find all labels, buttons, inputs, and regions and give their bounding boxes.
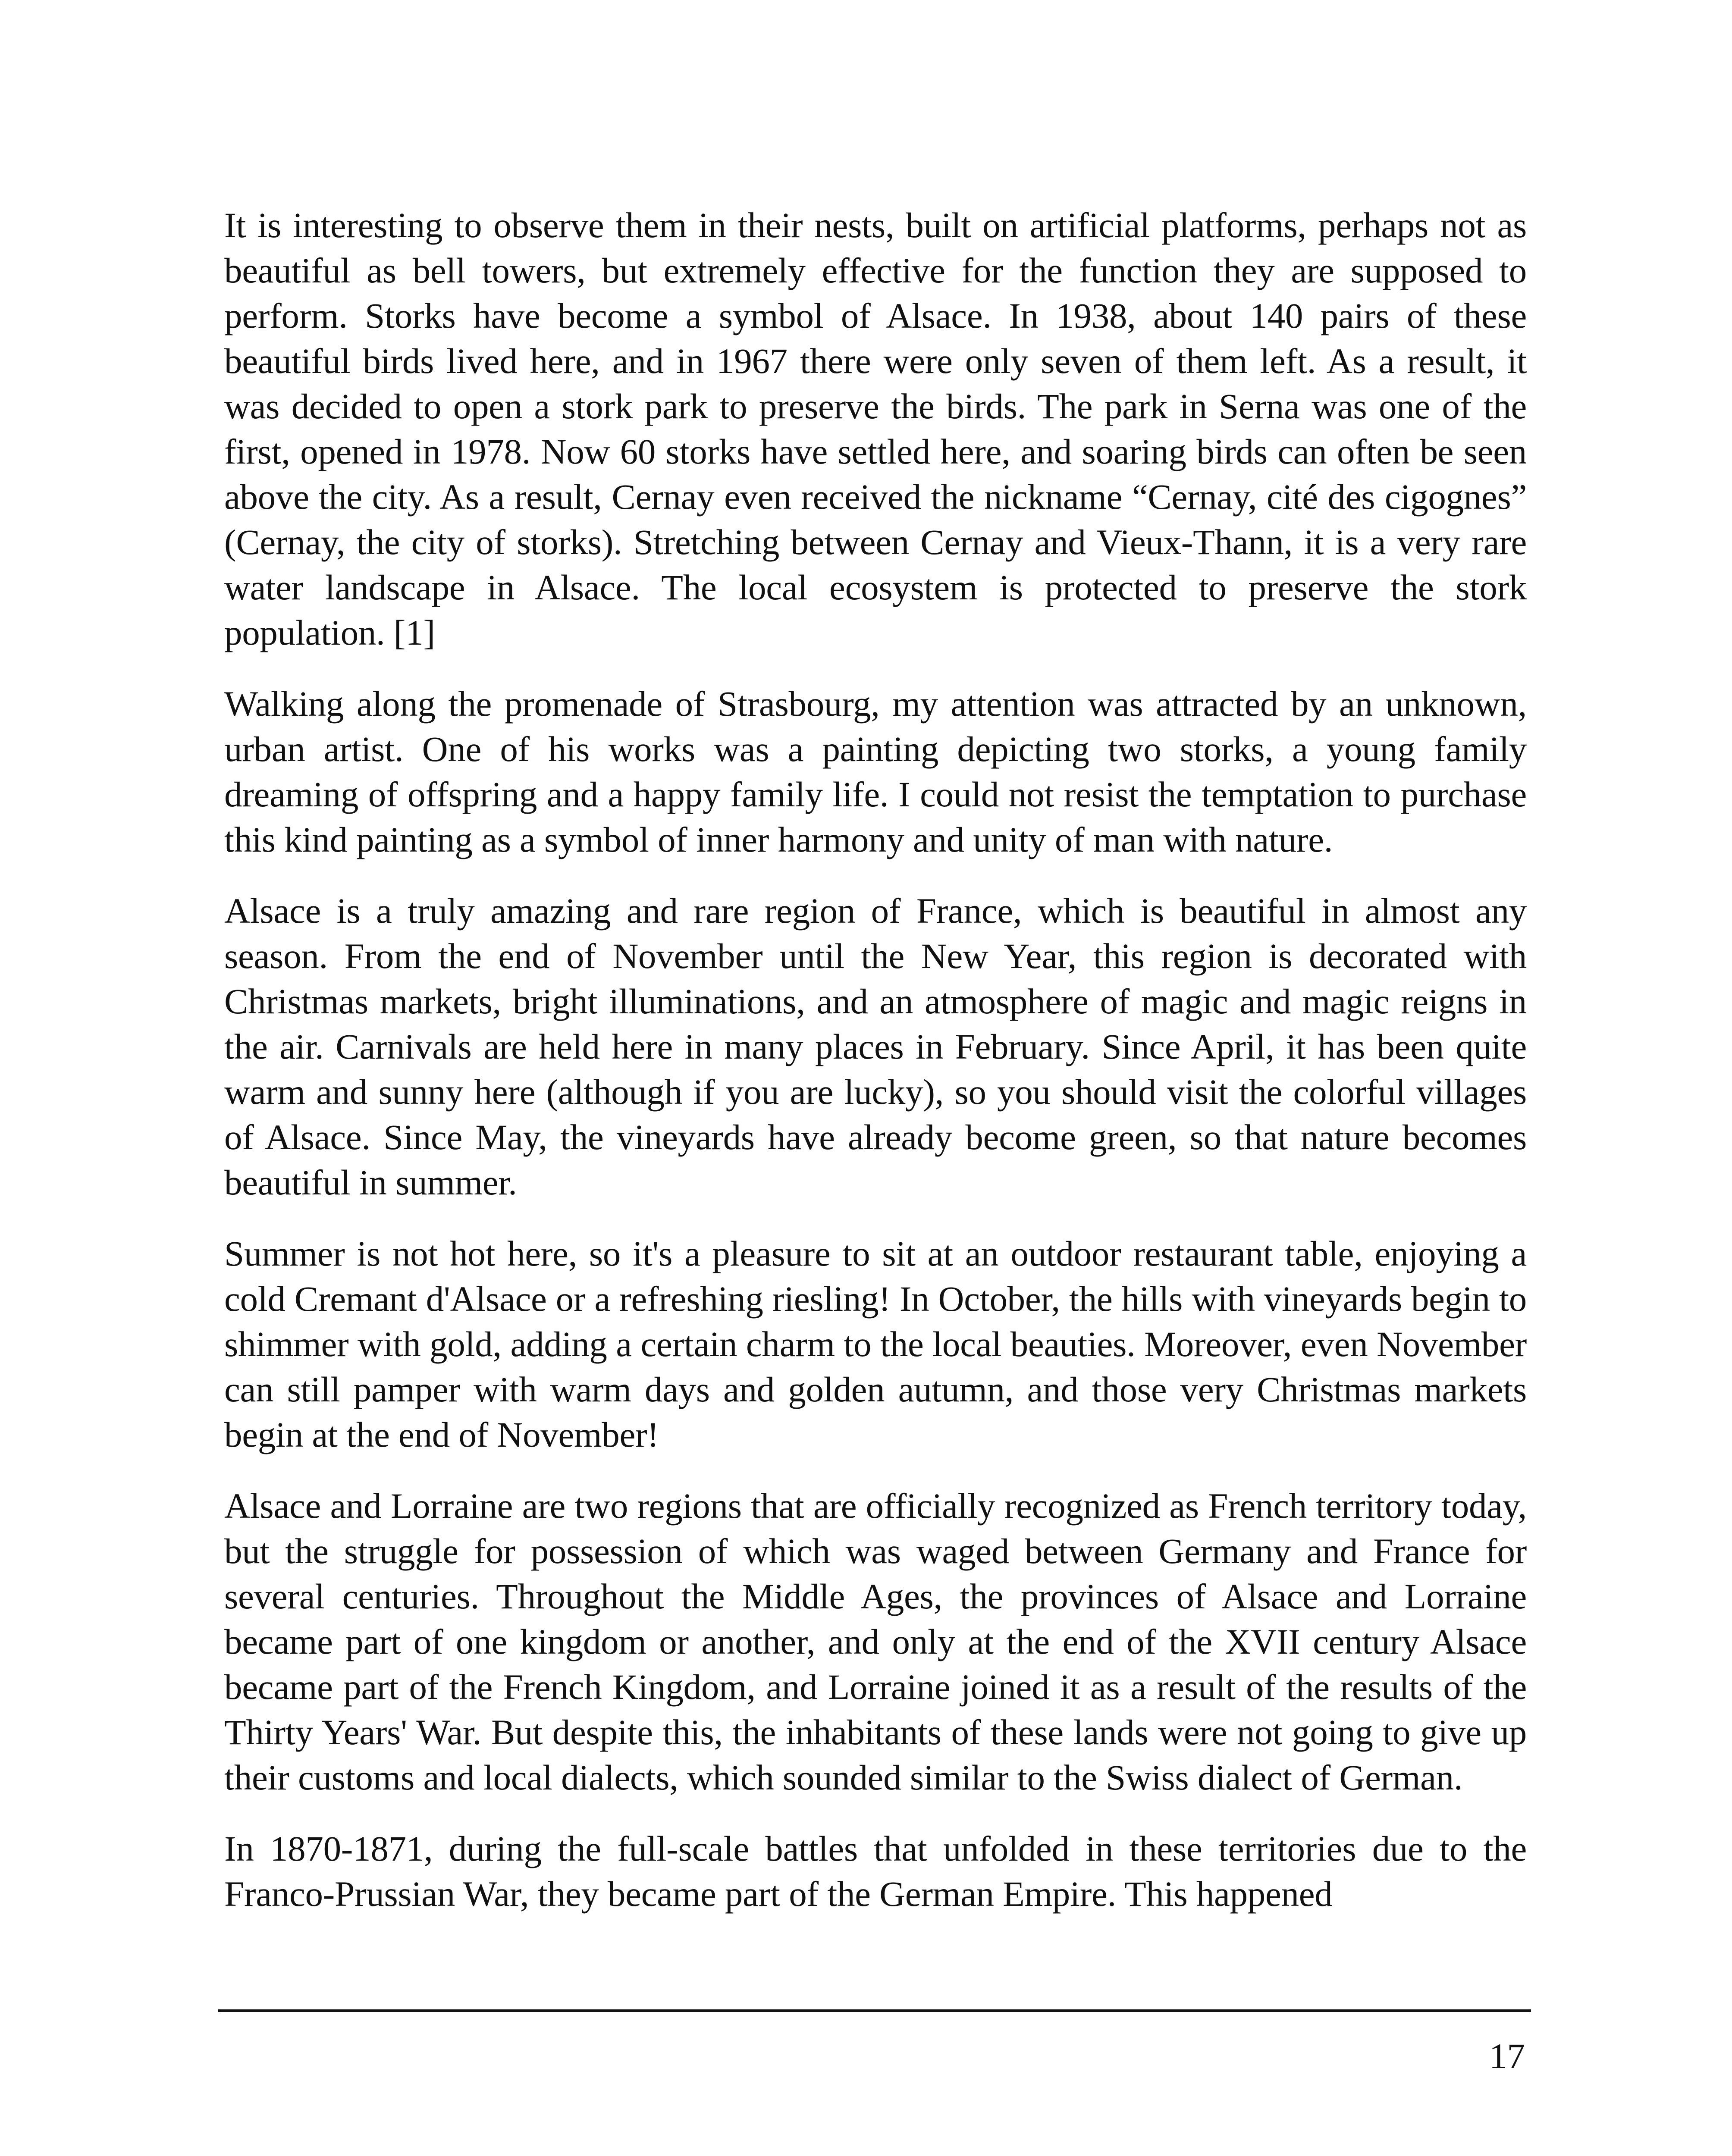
paragraph-summer-autumn: Summer is not hot here, so it's a pleasure to sit at an outdoor restaurant table, enjoying a cold Cremant d'Alsace or a refreshing riesling! In October, the hills with vineyards begin to shimmer with gold, adding a certain charm to the local beauties. Moreover, even November can still pamper with warm days and golden autumn, and those very Christmas markets begin at the end of November! <box>224 1234 1527 1454</box>
body-text <box>224 203 1527 1943</box>
footer-divider <box>218 2009 1531 2012</box>
paragraph-strasbourg-artist: Walking along the promenade of Strasbourg, my attention was attracted by an unknown, urban artist. One of his works was a painting depicting two storks, a young family dreaming of offspring and a happy family life. I could not resist the temptation to purchase this kind painting as a symbol of inner harmony and unity of man with nature. <box>224 684 1527 859</box>
page-number: 17 <box>1489 2036 1525 2076</box>
paragraph-storks-nests: It is interesting to observe them in their nests, built on artificial platforms, perhaps not as beautiful as bell towers, but extremely effective for the function they are supposed to perform. Storks have become a symbol of Alsace. In 1938, about 140 pairs of these beautiful birds lived here, and in 1967 there were only seven of them left. As a result, it was decided to open a stork park to preserve the birds. The park in Serna was one of the first, opened in 1978. Now 60 storks have settled here, and soaring birds can often be seen above the city. As a result, Cernay even received the nickname “Cernay, cité des cigognes” (Cernay, the city of storks). Stretching between Cernay and Vieux-Thann, it is a very rare water landscape in Alsace. The local ecosystem is protected to preserve the stork population. [1] <box>224 205 1527 652</box>
paragraph-alsace-lorraine-history: Alsace and Lorraine are two regions that are officially recognized as French territory today, but the struggle for possession of which was waged between Germany and France for several centuries. Throughout the Middle Ages, the provinces of Alsace and Lorraine became part of one kingdom or another, and only at the end of the XVII century Alsace became part of the French Kingdom, and Lorraine joined it as a result of the results of the Thirty Years' War. But despite this, the inhabitants of these lands were not going to give up their customs and local dialects, which sounded similar to the Swiss dialect of German. <box>224 1486 1527 1797</box>
paragraph-franco-prussian-war: In 1870-1871, during the full-scale battles that unfolded in these territories due to the Franco-Prussian War, they became part of the German Empire. This happened <box>224 1829 1527 1914</box>
paragraph-alsace-seasons: Alsace is a truly amazing and rare region of France, which is beautiful in almost any season. From the end of November until the New Year, this region is decorated with Christmas markets, bright illuminations, and an atmosphere of magic and magic reigns in the air. Carnivals are held here in many places in February. Since April, it has been quite warm and sunny here (although if you are lucky), so you should visit the colorful villages of Alsace. Since May, the vineyards have already become green, so that nature becomes beautiful in summer. <box>224 891 1527 1202</box>
